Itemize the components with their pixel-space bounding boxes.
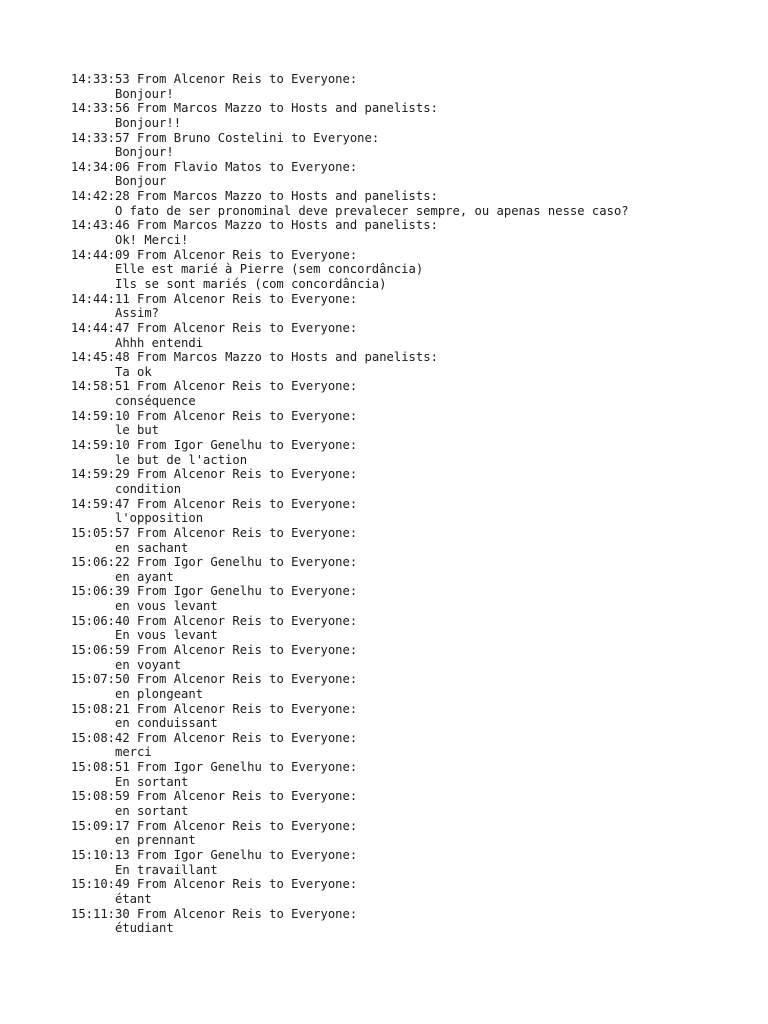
from-word: From: [129, 218, 174, 233]
to-word: to: [261, 701, 292, 716]
message-text: l'opposition: [115, 511, 204, 526]
message-header: [71, 672, 751, 687]
from-word: From: [129, 189, 174, 204]
chat-message: [71, 321, 751, 350]
chat-message: [71, 877, 751, 906]
message-time: 14:33:56: [71, 101, 130, 116]
chat-message: [71, 702, 751, 731]
header-colon: :: [430, 101, 438, 116]
header-colon: :: [349, 818, 358, 833]
message-sender: Alcenor Reis: [173, 247, 262, 262]
from-word: From: [129, 701, 174, 716]
from-word: From: [129, 847, 174, 862]
header-colon: :: [349, 730, 358, 745]
message-recipient: Everyone: [291, 906, 350, 921]
to-word: to: [261, 642, 292, 657]
message-sender: Alcenor Reis: [173, 496, 262, 511]
to-word: to: [261, 818, 292, 833]
from-word: From: [129, 247, 174, 262]
message-header: [71, 555, 751, 570]
message-sender: Igor Genelhu: [173, 438, 262, 453]
message-sender: Igor Genelhu: [173, 584, 262, 599]
message-header: [71, 584, 751, 599]
header-colon: :: [430, 218, 438, 233]
header-colon: :: [349, 496, 358, 511]
message-recipient: Everyone: [291, 847, 350, 862]
to-word: to: [261, 408, 292, 423]
message-time: 15:06:59: [71, 642, 130, 657]
message-time: 14:42:28: [71, 189, 130, 204]
message-recipient: Everyone: [291, 438, 350, 453]
message-header: [71, 218, 751, 233]
message-time: 14:59:10: [71, 438, 130, 453]
from-word: From: [129, 555, 174, 570]
message-recipient: Everyone: [291, 159, 350, 174]
header-colon: :: [349, 291, 358, 306]
header-colon: :: [349, 847, 358, 862]
message-text: En vous levant: [115, 628, 218, 643]
to-word: to: [261, 847, 292, 862]
message-text: En travaillant: [115, 862, 218, 877]
header-colon: :: [430, 189, 438, 204]
message-sender: Alcenor Reis: [173, 72, 262, 86]
message-header: [71, 248, 751, 263]
chat-message: [71, 218, 751, 247]
message-text: en conduissant: [115, 716, 218, 731]
message-time: 15:08:21: [71, 701, 130, 716]
header-colon: :: [349, 642, 358, 657]
header-colon: :: [349, 584, 358, 599]
message-text: en plongeant: [115, 686, 204, 701]
from-word: From: [129, 496, 174, 511]
header-colon: :: [349, 555, 358, 570]
message-header: [71, 467, 751, 482]
chat-message: [71, 248, 751, 292]
message-header: [71, 189, 751, 204]
message-sender: Alcenor Reis: [173, 379, 262, 394]
message-time: 14:33:53: [71, 72, 130, 86]
to-word: to: [261, 730, 292, 745]
message-recipient: Everyone: [291, 247, 350, 262]
chat-message: [71, 789, 751, 818]
chat-message: [71, 497, 751, 526]
message-recipient: Everyone: [291, 408, 350, 423]
message-text: en ayant: [115, 569, 174, 584]
message-sender: Igor Genelhu: [173, 847, 262, 862]
message-sender: Alcenor Reis: [173, 818, 262, 833]
message-recipient: Everyone: [291, 642, 350, 657]
header-colon: :: [349, 877, 358, 892]
message-recipient: Everyone: [291, 613, 350, 628]
header-colon: :: [349, 408, 358, 423]
message-time: 14:44:09: [71, 247, 130, 262]
message-text: en sortant: [115, 804, 189, 819]
to-word: to: [283, 130, 314, 145]
message-time: 14:43:46: [71, 218, 130, 233]
message-header: [71, 131, 751, 146]
from-word: From: [129, 672, 174, 687]
chat-message: [71, 409, 751, 438]
message-sender: Alcenor Reis: [173, 613, 262, 628]
message-time: 14:58:51: [71, 379, 130, 394]
message-sender: Alcenor Reis: [173, 320, 262, 335]
message-recipient: Everyone: [291, 525, 350, 540]
message-recipient: Hosts and panelists: [291, 218, 431, 233]
header-colon: :: [349, 379, 358, 394]
message-header: [71, 438, 751, 453]
from-word: From: [129, 72, 174, 86]
message-text: En sortant: [115, 774, 189, 789]
chat-message: [71, 907, 751, 936]
message-time: 14:59:29: [71, 467, 130, 482]
message-text: Assim?: [115, 306, 160, 321]
chat-message: [71, 643, 751, 672]
to-word: to: [261, 189, 292, 204]
from-word: From: [129, 159, 174, 174]
to-word: to: [261, 379, 292, 394]
message-recipient: Hosts and panelists: [291, 350, 431, 365]
message-sender: Alcenor Reis: [173, 906, 262, 921]
header-colon: :: [349, 672, 358, 687]
message-sender: Alcenor Reis: [173, 730, 262, 745]
chat-message: [71, 72, 751, 101]
from-word: From: [129, 525, 174, 540]
message-header: [71, 819, 751, 834]
to-word: to: [261, 159, 292, 174]
to-word: to: [261, 555, 292, 570]
message-header: [71, 702, 751, 717]
from-word: From: [129, 818, 174, 833]
message-time: 15:08:59: [71, 789, 130, 804]
to-word: to: [261, 218, 292, 233]
message-recipient: Everyone: [291, 320, 350, 335]
from-word: From: [129, 101, 174, 116]
from-word: From: [129, 408, 174, 423]
message-sender: Alcenor Reis: [173, 467, 262, 482]
from-word: From: [129, 730, 174, 745]
to-word: to: [261, 438, 292, 453]
from-word: From: [129, 379, 174, 394]
from-word: From: [129, 320, 174, 335]
to-word: to: [261, 350, 292, 365]
message-sender: Flavio Matos: [173, 159, 262, 174]
header-colon: :: [349, 525, 358, 540]
from-word: From: [129, 760, 174, 775]
message-text: Bonjour: [115, 174, 167, 189]
message-text: le but: [115, 423, 160, 438]
message-text: Bonjour!!: [115, 115, 182, 130]
to-word: to: [261, 789, 292, 804]
from-word: From: [129, 350, 174, 365]
header-colon: :: [349, 159, 358, 174]
message-text: en prennant: [115, 833, 196, 848]
message-text: Ils se sont mariés (com concordância): [115, 276, 387, 291]
message-header: [71, 731, 751, 746]
message-header: [71, 379, 751, 394]
message-text: en sachant: [115, 540, 189, 555]
message-recipient: Everyone: [291, 72, 350, 86]
from-word: From: [129, 642, 174, 657]
to-word: to: [261, 291, 292, 306]
message-time: 15:08:51: [71, 760, 130, 775]
chat-message: [71, 848, 751, 877]
chat-transcript: [71, 72, 751, 936]
to-word: to: [261, 613, 292, 628]
from-word: From: [129, 613, 174, 628]
message-sender: Alcenor Reis: [173, 642, 262, 657]
message-text: Bonjour!: [115, 86, 174, 101]
to-word: to: [261, 101, 292, 116]
message-time: 15:10:13: [71, 847, 130, 862]
message-recipient: Everyone: [291, 701, 350, 716]
chat-message: [71, 379, 751, 408]
header-colon: :: [349, 789, 358, 804]
from-word: From: [129, 906, 174, 921]
message-header: [71, 643, 751, 658]
chat-message: [71, 819, 751, 848]
to-word: to: [261, 467, 292, 482]
message-text: Ahhh entendi: [115, 335, 204, 350]
from-word: From: [129, 130, 174, 145]
header-colon: :: [349, 72, 358, 86]
message-recipient: Everyone: [291, 496, 350, 511]
message-header: [71, 760, 751, 775]
message-text: Bonjour!: [115, 145, 174, 160]
chat-message: [71, 584, 751, 613]
message-time: 14:44:11: [71, 291, 130, 306]
header-colon: :: [349, 438, 358, 453]
message-header: [71, 160, 751, 175]
chat-message: [71, 160, 751, 189]
to-word: to: [261, 760, 292, 775]
message-time: 14:44:47: [71, 320, 130, 335]
message-header: [71, 497, 751, 512]
message-sender: Marcos Mazzo: [173, 218, 262, 233]
message-sender: Marcos Mazzo: [173, 101, 262, 116]
message-header: [71, 350, 751, 365]
message-recipient: Everyone: [291, 760, 350, 775]
message-header: [71, 72, 751, 87]
message-text: étudiant: [115, 921, 174, 936]
message-sender: Igor Genelhu: [173, 760, 262, 775]
chat-message: [71, 189, 751, 218]
message-recipient: Everyone: [291, 555, 350, 570]
message-text: le but de l'action: [115, 452, 248, 467]
message-sender: Alcenor Reis: [173, 701, 262, 716]
message-sender: Igor Genelhu: [173, 555, 262, 570]
to-word: to: [261, 320, 292, 335]
message-header: [71, 907, 751, 922]
header-colon: :: [349, 701, 358, 716]
to-word: to: [261, 877, 292, 892]
message-time: 14:45:48: [71, 350, 130, 365]
from-word: From: [129, 291, 174, 306]
message-text: en vous levant: [115, 599, 218, 614]
chat-message: [71, 555, 751, 584]
message-header: [71, 409, 751, 424]
message-sender: Marcos Mazzo: [173, 189, 262, 204]
message-sender: Alcenor Reis: [173, 525, 262, 540]
to-word: to: [261, 672, 292, 687]
message-header: [71, 789, 751, 804]
chat-message: [71, 672, 751, 701]
message-sender: Alcenor Reis: [173, 672, 262, 687]
message-header: [71, 848, 751, 863]
message-sender: Alcenor Reis: [173, 789, 262, 804]
chat-message: [71, 350, 751, 379]
message-text: Elle est marié à Pierre (sem concordância): [115, 262, 424, 277]
to-word: to: [261, 525, 292, 540]
message-time: 15:05:57: [71, 525, 130, 540]
chat-message: [71, 731, 751, 760]
message-time: 14:59:10: [71, 408, 130, 423]
to-word: to: [261, 496, 292, 511]
header-colon: :: [430, 350, 438, 365]
message-recipient: Hosts and panelists: [291, 189, 431, 204]
from-word: From: [129, 438, 174, 453]
message-recipient: Everyone: [291, 379, 350, 394]
header-colon: :: [349, 247, 358, 262]
message-recipient: Everyone: [291, 672, 350, 687]
message-header: [71, 292, 751, 307]
message-time: 14:59:47: [71, 496, 130, 511]
message-time: 14:34:06: [71, 159, 130, 174]
message-recipient: Everyone: [291, 291, 350, 306]
message-text: Ta ok: [115, 364, 152, 379]
chat-message: [71, 438, 751, 467]
message-sender: Alcenor Reis: [173, 291, 262, 306]
chat-message: [71, 101, 751, 130]
message-text: en voyant: [115, 657, 182, 672]
from-word: From: [129, 467, 174, 482]
header-colon: :: [349, 613, 358, 628]
message-time: 15:07:50: [71, 672, 130, 687]
message-sender: Bruno Costelini: [173, 130, 284, 145]
message-recipient: Everyone: [291, 467, 350, 482]
chat-message: [71, 526, 751, 555]
message-header: [71, 321, 751, 336]
from-word: From: [129, 789, 174, 804]
message-text: condition: [115, 481, 182, 496]
message-header: [71, 877, 751, 892]
header-colon: :: [371, 130, 380, 145]
message-recipient: Everyone: [291, 730, 350, 745]
message-time: 15:08:42: [71, 730, 130, 745]
chat-message: [71, 760, 751, 789]
chat-message: [71, 292, 751, 321]
message-time: 15:06:22: [71, 555, 130, 570]
message-recipient: Everyone: [291, 584, 350, 599]
message-recipient: Everyone: [291, 877, 350, 892]
message-time: 15:06:40: [71, 613, 130, 628]
chat-message: [71, 131, 751, 160]
chat-message: [71, 614, 751, 643]
header-colon: :: [349, 467, 358, 482]
message-sender: Marcos Mazzo: [173, 350, 262, 365]
message-time: 14:33:57: [71, 130, 130, 145]
message-time: 15:11:30: [71, 906, 130, 921]
message-recipient: Everyone: [291, 789, 350, 804]
message-time: 15:10:49: [71, 877, 130, 892]
to-word: to: [261, 584, 292, 599]
message-recipient: Hosts and panelists: [291, 101, 431, 116]
message-time: 15:06:39: [71, 584, 130, 599]
message-time: 15:09:17: [71, 818, 130, 833]
message-text: merci: [115, 745, 152, 760]
header-colon: :: [349, 320, 358, 335]
message-recipient: Everyone: [313, 130, 372, 145]
message-header: [71, 101, 751, 116]
message-recipient: Everyone: [291, 818, 350, 833]
message-sender: Alcenor Reis: [173, 877, 262, 892]
from-word: From: [129, 584, 174, 599]
header-colon: :: [349, 760, 358, 775]
message-text: étant: [115, 891, 152, 906]
to-word: to: [261, 906, 292, 921]
message-header: [71, 526, 751, 541]
message-text: O fato de ser pronominal deve prevalecer sempre, ou apenas nesse caso?: [115, 203, 629, 218]
header-colon: :: [349, 906, 358, 921]
chat-message: [71, 467, 751, 496]
message-sender: Alcenor Reis: [173, 408, 262, 423]
message-text: Ok! Merci!: [115, 233, 189, 248]
from-word: From: [129, 877, 174, 892]
message-header: [71, 614, 751, 629]
to-word: to: [261, 72, 292, 86]
message-text: conséquence: [115, 394, 196, 409]
to-word: to: [261, 247, 292, 262]
